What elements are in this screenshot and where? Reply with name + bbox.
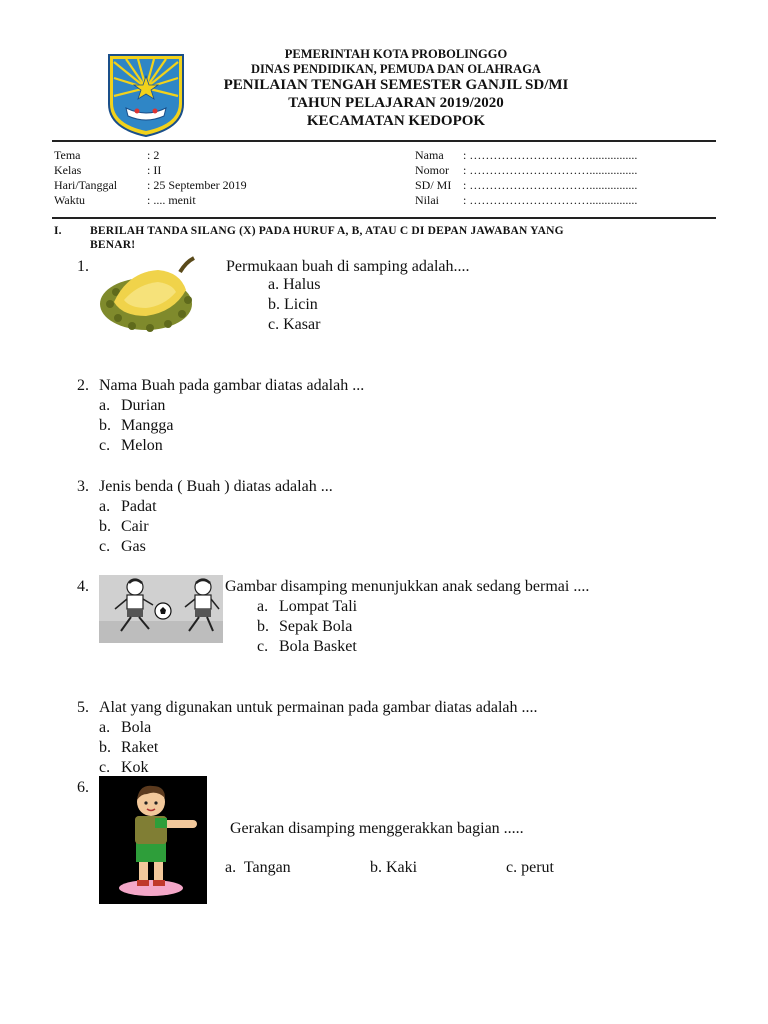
q3-option-b-text[interactable]: Cair bbox=[121, 518, 149, 535]
q6-option-b[interactable]: b. Kaki bbox=[370, 859, 418, 876]
q5-option-c-letter[interactable]: c. bbox=[99, 759, 111, 776]
q1-option-a[interactable]: a. Halus bbox=[268, 276, 321, 293]
city-crest-icon bbox=[106, 52, 186, 138]
kids-playing-football-icon bbox=[99, 575, 223, 643]
q2-option-a-text[interactable]: Durian bbox=[121, 397, 166, 414]
q2-option-c-letter[interactable]: c. bbox=[99, 437, 111, 454]
q4-number: 4. bbox=[77, 578, 89, 595]
q2-option-b-letter[interactable]: b. bbox=[99, 417, 111, 434]
q2-option-a-letter[interactable]: a. bbox=[99, 397, 111, 414]
q6-number: 6. bbox=[77, 779, 89, 796]
info-date-label: Hari/Tanggal bbox=[54, 178, 118, 192]
q5-number: 5. bbox=[77, 699, 89, 716]
q5-text: Alat yang digunakan untuk permainan pada gambar diatas adalah .... bbox=[99, 699, 538, 716]
q4-option-a-text[interactable]: Lompat Tali bbox=[279, 598, 358, 615]
info-school-label: SD/ MI bbox=[415, 178, 452, 192]
info-nama-label: Nama bbox=[415, 148, 444, 162]
info-tema-label: Tema bbox=[54, 148, 81, 162]
info-time-value: : .... menit bbox=[147, 193, 196, 207]
q4-option-a-letter[interactable]: a. bbox=[257, 598, 269, 615]
q3-option-c-text[interactable]: Gas bbox=[121, 538, 146, 555]
info-tema-value: : 2 bbox=[147, 148, 160, 162]
durian-fruit-icon bbox=[98, 254, 198, 334]
q4-option-b-text[interactable]: Sepak Bola bbox=[279, 618, 353, 635]
q3-option-c-letter[interactable]: c. bbox=[99, 538, 111, 555]
q6-option-a[interactable]: a. Tangan bbox=[225, 859, 291, 876]
q2-number: 2. bbox=[77, 377, 89, 394]
q3-option-b-letter[interactable]: b. bbox=[99, 518, 111, 535]
q4-option-b-letter[interactable]: b. bbox=[257, 618, 269, 635]
info-date-value: : 25 September 2019 bbox=[147, 178, 247, 192]
q4-option-c-letter[interactable]: c. bbox=[257, 638, 269, 655]
q1-option-b[interactable]: b. Licin bbox=[268, 296, 318, 313]
q5-option-b-text[interactable]: Raket bbox=[121, 739, 159, 756]
q4-option-c-text[interactable]: Bola Basket bbox=[279, 638, 357, 655]
q3-number: 3. bbox=[77, 478, 89, 495]
info-nomor-label: Nomor bbox=[415, 163, 449, 177]
q5-option-b-letter[interactable]: b. bbox=[99, 739, 111, 756]
info-nilai-value[interactable]: : …………………………................ bbox=[463, 193, 638, 207]
info-kelas-value: : II bbox=[147, 163, 162, 177]
info-kelas-label: Kelas bbox=[54, 163, 82, 177]
info-school-value[interactable]: : …………………………................ bbox=[463, 178, 638, 192]
q5-option-a-letter[interactable]: a. bbox=[99, 719, 111, 736]
q1-text: Permukaan buah di samping adalah.... bbox=[226, 258, 470, 275]
info-nomor-value[interactable]: : …………………………................ bbox=[463, 163, 638, 177]
q2-text: Nama Buah pada gambar diatas adalah ... bbox=[99, 377, 365, 394]
info-nilai-label: Nilai bbox=[415, 193, 439, 207]
header-line-1: PEMERINTAH KOTA PROBOLINGGO bbox=[284, 47, 508, 61]
header-line-5: KECAMATAN KEDOPOK bbox=[306, 113, 486, 129]
q6-text: Gerakan disamping menggerakkan bagian ..... bbox=[230, 820, 524, 837]
header-line-2: DINAS PENDIDIKAN, PEMUDA DAN OLAHRAGA bbox=[251, 62, 541, 76]
info-time-label: Waktu bbox=[54, 193, 86, 207]
section-instruction-line-1: BERILAH TANDA SILANG (X) PADA HURUF A, B, ATAU C DI DEPAN JAWABAN YANG bbox=[90, 225, 564, 237]
info-divider bbox=[52, 217, 716, 219]
q3-text: Jenis benda ( Buah ) diatas adalah ... bbox=[99, 478, 333, 495]
header-line-4: TAHUN PELAJARAN 2019/2020 bbox=[288, 95, 504, 111]
section-instruction-line-2: BENAR! bbox=[90, 239, 136, 251]
section-number: I. bbox=[54, 225, 62, 237]
info-nama-value[interactable]: : …………………………................ bbox=[463, 148, 638, 162]
q1-number: 1. bbox=[77, 258, 89, 275]
q5-option-c-text[interactable]: Kok bbox=[121, 759, 149, 776]
q3-option-a-text[interactable]: Padat bbox=[121, 498, 157, 515]
q3-option-a-letter[interactable]: a. bbox=[99, 498, 111, 515]
q5-option-a-text[interactable]: Bola bbox=[121, 719, 152, 736]
q2-option-b-text[interactable]: Mangga bbox=[121, 417, 174, 434]
q2-option-c-text[interactable]: Melon bbox=[121, 437, 163, 454]
q1-option-c[interactable]: c. Kasar bbox=[268, 316, 321, 333]
header-line-3: PENILAIAN TENGAH SEMESTER GANJIL SD/MI bbox=[223, 77, 569, 93]
child-exercising-arms-icon bbox=[99, 776, 207, 904]
q4-text: Gambar disamping menunjukkan anak sedang bermai .... bbox=[225, 578, 590, 595]
q6-option-c[interactable]: c. perut bbox=[506, 859, 554, 876]
header-divider bbox=[52, 140, 716, 142]
